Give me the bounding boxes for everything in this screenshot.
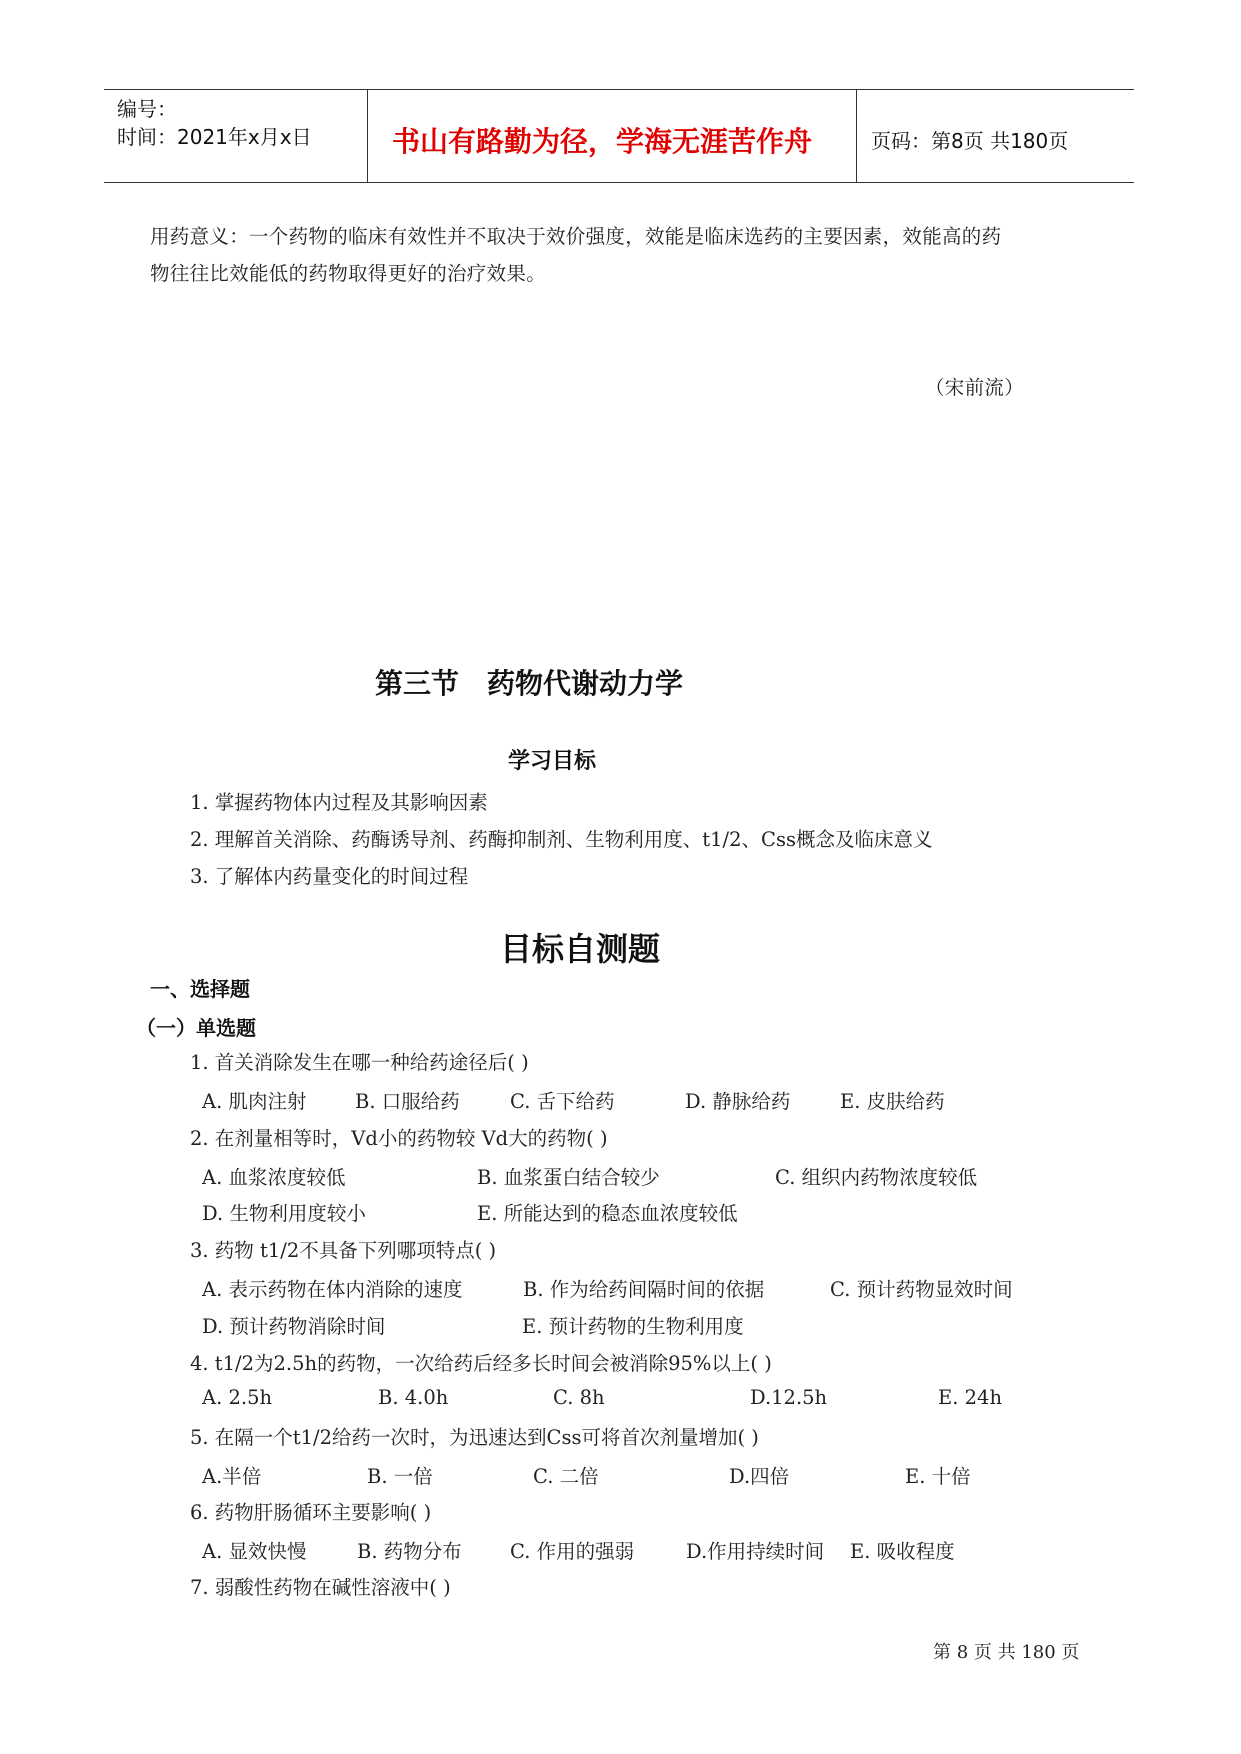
question-stem: 7. 弱酸性药物在碱性溶液中( ) <box>190 1576 451 1599</box>
option: B. 作为给药间隔时间的依据 <box>523 1278 765 1301</box>
option: A. 肌肉注射 <box>202 1090 307 1113</box>
document-time-label: 时间：2021年x月x日 <box>117 125 312 149</box>
header-top-rule <box>104 89 1134 90</box>
option: C. 二倍 <box>533 1465 599 1488</box>
option: C. 8h <box>553 1386 605 1409</box>
objective-item: 3. 了解体内药量变化的时间过程 <box>190 865 469 888</box>
option: B. 血浆蛋白结合较少 <box>477 1166 660 1189</box>
objective-item: 2. 理解首关消除、药酶诱导剂、药酶抑制剂、生物利用度、t1/2、Css概念及临床意义 <box>190 828 933 851</box>
option: A.半倍 <box>202 1465 262 1488</box>
option: E. 皮肤给药 <box>840 1090 945 1113</box>
option: E. 吸收程度 <box>850 1540 955 1563</box>
option: D. 预计药物消除时间 <box>202 1315 386 1338</box>
document-number-label: 编号： <box>117 97 177 121</box>
header-divider-right <box>856 89 857 182</box>
option: D.12.5h <box>750 1386 828 1409</box>
option: E. 十倍 <box>905 1465 971 1488</box>
question-stem: 1. 首关消除发生在哪一种给药途径后( ) <box>190 1051 529 1074</box>
header-bottom-rule <box>104 182 1134 183</box>
option: C. 组织内药物浓度较低 <box>775 1166 978 1189</box>
option: B. 口服给药 <box>355 1090 460 1113</box>
question-stem: 5. 在隔一个t1/2给药一次时，为迅速达到Css可将首次剂量增加( ) <box>190 1426 759 1449</box>
option: D. 生物利用度较小 <box>202 1202 366 1225</box>
objectives-title: 学习目标 <box>508 749 597 774</box>
quiz-title: 目标自测题 <box>500 930 661 968</box>
question-stem: 4. t1/2为2.5h的药物，一次给药后经多长时间会被消除95%以上( ) <box>190 1352 772 1375</box>
option: B. 药物分布 <box>357 1540 462 1563</box>
motto: 书山有路勤为径，学海无涯苦作舟 <box>392 125 813 158</box>
option: A. 显效快慢 <box>202 1540 307 1563</box>
intro-line-2: 物往往比效能低的药物取得更好的治疗效果。 <box>150 262 547 285</box>
option: E. 24h <box>938 1386 1003 1409</box>
question-stem: 2. 在剂量相等时，Vd小的药物较 Vd大的药物( ) <box>190 1127 608 1150</box>
option: B. 4.0h <box>378 1386 449 1409</box>
option: C. 舌下给药 <box>510 1090 615 1113</box>
objective-item: 1. 掌握药物体内过程及其影响因素 <box>190 791 488 814</box>
option: D.四倍 <box>729 1465 790 1488</box>
option: D. 静脉给药 <box>685 1090 791 1113</box>
page-footer: 第 8 页 共 180 页 <box>933 1642 1080 1663</box>
option: A. 表示药物在体内消除的速度 <box>202 1278 463 1301</box>
intro-line-1: 用药意义：一个药物的临床有效性并不取决于效价强度，效能是临床选药的主要因素，效能高的药 <box>150 225 1002 248</box>
subsection-title: （一）单选题 <box>136 1016 256 1040</box>
option: B. 一倍 <box>367 1465 433 1488</box>
option: E. 预计药物的生物利用度 <box>522 1315 744 1338</box>
header-divider-left <box>367 89 368 182</box>
option: C. 作用的强弱 <box>510 1540 635 1563</box>
option: A. 2.5h <box>202 1386 273 1409</box>
option: E. 所能达到的稳态血浓度较低 <box>477 1202 738 1225</box>
question-stem: 3. 药物 t1/2不具备下列哪项特点( ) <box>190 1239 497 1262</box>
option: A. 血浆浓度较低 <box>202 1166 346 1189</box>
section-title: 第三节 药物代谢动力学 <box>375 667 684 700</box>
option: D.作用持续时间 <box>686 1540 825 1563</box>
part-title: 一、选择题 <box>150 977 250 1001</box>
author-signature: （宋前流） <box>925 376 1025 399</box>
page-code: 页码：第8页 共180页 <box>871 129 1069 153</box>
question-stem: 6. 药物肝肠循环主要影响( ) <box>190 1501 432 1524</box>
option: C. 预计药物显效时间 <box>830 1278 1013 1301</box>
